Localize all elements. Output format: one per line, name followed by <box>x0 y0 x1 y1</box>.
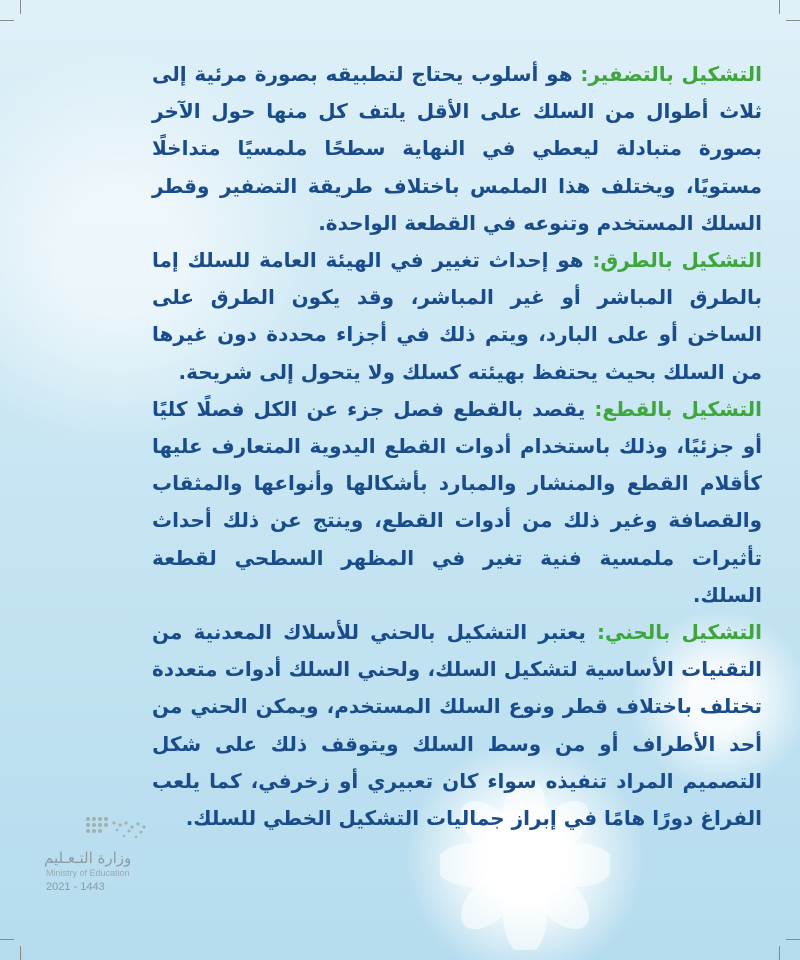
paragraph-braiding <box>152 56 762 242</box>
article-body <box>152 56 762 837</box>
paragraph-hammering <box>152 242 762 391</box>
paragraph-bending <box>152 614 762 837</box>
crop-mark <box>0 20 14 21</box>
ministry-name-arabic: وزارة التـعـليم <box>44 849 132 867</box>
crop-mark <box>786 20 800 21</box>
ministry-name-english: Ministry of Education <box>46 868 130 878</box>
paragraph-text: يقصد بالقطع فصل جزء عن الكل فصلًا كليًا أو جزئيًا، وذلك باستخدام أدوات القطع اليدوية المتعارف عليها كأقلام القطع والمنشار والمبارد بأشكالها وأنواعها والمثقاب والقصافة وغير ذلك من أدوات القطع، وينتج عن ذلك أحداث تأثيرات ملمسية فنية تغير في المظهر السطحي لقطعة السلك. <box>152 396 762 607</box>
crop-mark <box>20 0 21 14</box>
paragraph-cutting <box>152 391 762 614</box>
paragraph-term: التشكيل بالحني: <box>596 620 762 645</box>
paragraph-text: هو إحداث تغيير في الهيئة العامة للسلك إما بالطرق المباشر أو غير المباشر، وقد يكون الطرق على الساخن أو على البارد، ويتم ذلك في أجزاء محددة دون غيرها من السلك بحيث يحتفظ بهيئته كسلك ولا يتحول إلى شريحة. <box>152 248 762 384</box>
edition-year: 2021 - 1443 <box>46 881 105 893</box>
crop-mark <box>779 0 780 14</box>
paragraph-term: التشكيل بالطرق: <box>592 248 763 273</box>
crop-mark <box>0 939 14 940</box>
paragraph-text: يعتبر التشكيل بالحني للأسلاك المعدنية من التقنيات الأساسية لتشكيل السلك، ولحني السلك أدوات متعددة تختلف باختلاف قطر ونوع السلك المستخدم، ويمكن الحني من أحد الأطراف أو من وسط السلك ويتوقف ذلك على شكل التصميم المراد تنفيذه سواء كان تعبيري أو زخرفي، كما يلعب الفراغ دورًا هامًا في إبراز جماليات التشكيل الخطي للسلك. <box>152 620 762 831</box>
paragraph-term: التشكيل بالقطع: <box>594 396 762 421</box>
crop-mark <box>20 946 21 960</box>
paragraph-term: التشكيل بالتضفير: <box>580 62 763 86</box>
ministry-logo-icon <box>84 815 154 843</box>
ministry-logo <box>44 815 154 895</box>
crop-mark <box>786 939 800 940</box>
paragraph-text: هو أسلوب يحتاج لتطبيقه بصورة مرئية إلى ثلاث أطوال من السلك على الأقل يلتف كل منها حول الآخر بصورة متبادلة ليعطي في النهاية سطحًا ملمسيًا متداخلًا مستويًا، ويختلف هذا الملمس باختلاف طريقة التضفير وقطر السلك المستخدم وتنوعه في القطعة الواحدة. <box>152 62 762 235</box>
crop-mark <box>779 946 780 960</box>
